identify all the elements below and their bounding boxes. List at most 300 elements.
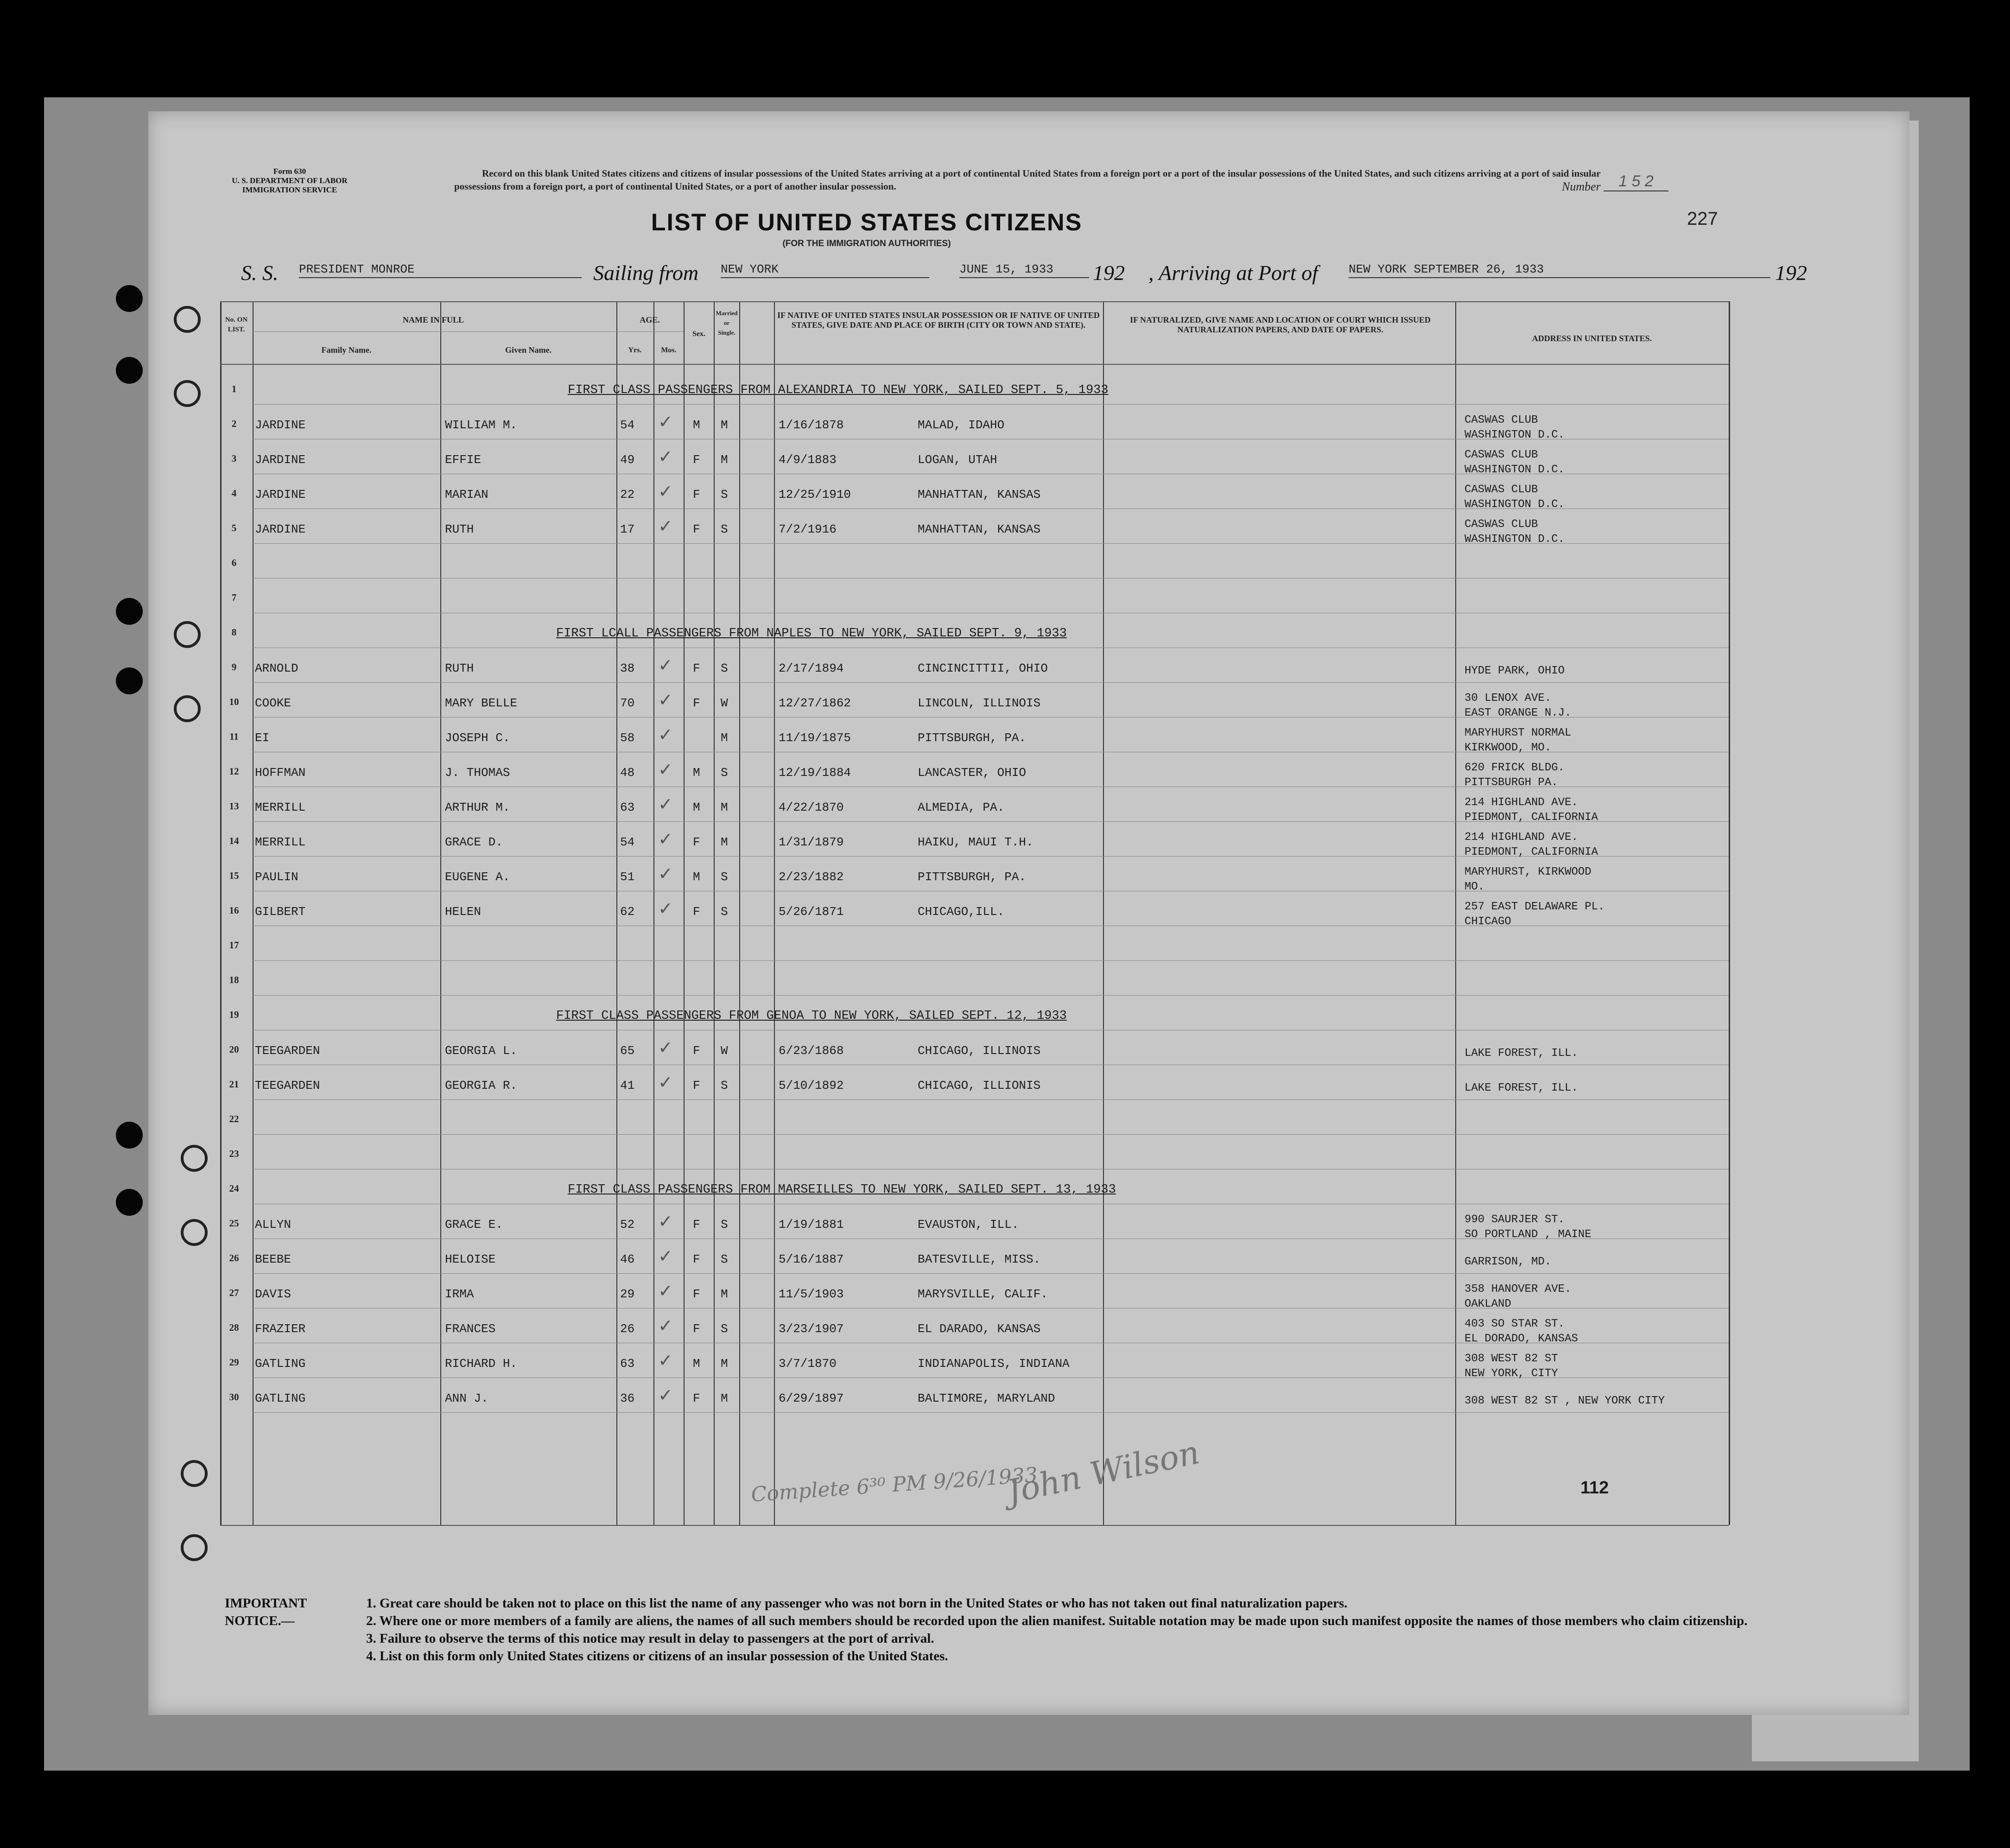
given-name: GRACE D.	[445, 835, 503, 849]
departure-date: JUNE 15, 1933	[959, 262, 1089, 278]
age-years: 46	[620, 1252, 635, 1266]
row-number: 21	[229, 1079, 239, 1090]
header-no: No. ON LIST.	[225, 316, 248, 333]
row-rule	[253, 1099, 1729, 1100]
ship-name: PRESIDENT MONROE	[299, 262, 582, 278]
family-name: JARDINE	[255, 418, 306, 432]
age-years: 49	[620, 453, 635, 467]
address-line: 308 WEST 82 ST	[1465, 1353, 1558, 1365]
officer-signature: John Wilson	[1004, 1433, 1203, 1511]
age-years: 58	[620, 731, 635, 745]
address-line: PIEDMONT, CALIFORNIA	[1465, 846, 1598, 858]
notice-item: 3. Failure to observe the terms of this notice may result in delay to passengers at the port of arrival.	[366, 1631, 934, 1646]
address-line: WASHINGTON D.C.	[1465, 533, 1565, 546]
column-rule	[253, 301, 254, 1525]
check-mark: ✓	[658, 691, 673, 710]
year-suffix: 192	[1093, 261, 1125, 285]
page-subtitle: (FOR THE IMMIGRATION AUTHORITIES)	[782, 239, 951, 248]
family-name: GILBERT	[255, 905, 306, 919]
birth-date: 1/19/1881	[779, 1218, 844, 1232]
row-number: 25	[229, 1218, 239, 1229]
birth-date: 6/29/1897	[779, 1391, 844, 1405]
birth-date: 1/31/1879	[779, 835, 844, 849]
birth-place: ALMEDIA, PA.	[918, 800, 1005, 814]
family-name: GATLING	[255, 1391, 306, 1405]
address-line: WASHINGTON D.C.	[1465, 429, 1565, 441]
header-sex: Sex.	[692, 330, 705, 338]
birth-date: 3/7/1870	[779, 1357, 837, 1371]
family-name: JARDINE	[255, 488, 306, 502]
page-title: LIST OF UNITED STATES CITIZENS	[651, 209, 1083, 236]
family-name: MERRILL	[255, 800, 306, 814]
given-name: RUTH	[445, 522, 474, 536]
birth-place: MALAD, IDAHO	[918, 418, 1005, 432]
punch-hole	[181, 1219, 208, 1246]
check-mark: ✓	[658, 656, 673, 675]
sex: F	[693, 1218, 700, 1232]
sex: F	[693, 835, 700, 849]
birth-date: 12/25/1910	[779, 488, 851, 502]
address-line: WASHINGTON D.C.	[1465, 498, 1565, 511]
row-rule	[253, 1273, 1729, 1274]
sex: M	[693, 800, 700, 814]
address-line: CASWAS CLUB	[1465, 483, 1538, 496]
row-rule	[220, 301, 1729, 302]
family-name: TEEGARDEN	[255, 1044, 320, 1058]
punch-hole	[181, 1145, 208, 1172]
birth-place: CINCINCITTII, OHIO	[918, 661, 1048, 675]
check-mark: ✓	[658, 1212, 673, 1232]
address-line: 257 EAST DELAWARE PL.	[1465, 901, 1605, 913]
completion-note: Complete 6³⁰ PM 9/26/1933	[750, 1463, 1039, 1507]
row-rule	[253, 1412, 1729, 1413]
check-mark: ✓	[658, 725, 673, 745]
age-years: 38	[620, 661, 635, 675]
family-name: TEEGARDEN	[255, 1079, 320, 1092]
birth-date: 5/26/1871	[779, 905, 844, 919]
marital-status: M	[721, 800, 728, 814]
address-line: CHICAGO	[1465, 915, 1511, 928]
family-name: COOKE	[255, 696, 292, 710]
arriving-label: , Arriving at Port of	[1148, 261, 1318, 285]
sex: M	[693, 766, 700, 780]
family-name: ALLYN	[255, 1218, 292, 1232]
check-mark: ✓	[658, 864, 673, 884]
row-number: 29	[229, 1357, 239, 1368]
column-rule	[1729, 301, 1730, 1525]
age-years: 54	[620, 835, 635, 849]
departure-port: NEW YORK	[721, 262, 929, 278]
sex: F	[693, 1322, 700, 1336]
birth-date: 11/5/1903	[779, 1287, 844, 1301]
header-given: Given Name.	[505, 345, 552, 355]
record-instructions: Record on this blank United States citizens and citizens of insular possessions of the United States arriving at a port of continental United States from a foreign port or a port of the insular possessions of the United States, and such citizens arriving at a port of said insular possessions from a foreign port, a port of continental United States, or a port of another insular possession.	[454, 168, 1601, 192]
family-name: PAULIN	[255, 870, 298, 884]
row-number: 22	[229, 1113, 239, 1124]
row-rule	[253, 1134, 1729, 1135]
age-years: 65	[620, 1044, 635, 1058]
given-name: GRACE E.	[445, 1218, 503, 1232]
row-number: 28	[229, 1322, 239, 1333]
family-name: HOFFMAN	[255, 766, 306, 780]
birth-place: EL DARADO, KANSAS	[918, 1322, 1041, 1336]
binder-hole	[116, 1189, 143, 1216]
row-number: 4	[231, 488, 237, 499]
family-name: EI	[255, 731, 270, 745]
notice-item: 4. List on this form only United States citizens or citizens of an insular possession of the United States.	[366, 1649, 948, 1664]
birth-date: 12/19/1884	[779, 766, 851, 780]
row-number: 12	[229, 766, 239, 777]
address-line: EAST ORANGE N.J.	[1465, 707, 1572, 719]
header-naturalized: IF NATURALIZED, GIVE NAME AND LOCATION OF COURT WHICH ISSUED NATURALIZATION PAPERS, AND DATE OF PAPERS.	[1130, 315, 1431, 334]
marital-status: S	[721, 1218, 728, 1232]
header-yrs: Yrs.	[628, 346, 642, 354]
given-name: J. THOMAS	[445, 766, 510, 780]
age-years: 26	[620, 1322, 635, 1336]
form-number: Form 630	[273, 167, 306, 176]
sex: F	[693, 522, 700, 536]
row-number: 1	[231, 383, 237, 394]
section-heading: FIRST CLASS PASSENGERS FROM ALEXANDRIA TO NEW YORK, SAILED SEPT. 5, 1933	[568, 383, 1109, 397]
birth-place: LOGAN, UTAH	[918, 453, 997, 467]
check-mark: ✓	[658, 795, 673, 814]
birth-date: 4/9/1883	[779, 453, 837, 467]
birth-date: 5/16/1887	[779, 1252, 844, 1266]
section-heading: FIRST CLASS PASSENGERS FROM GENOA TO NEW YORK, SAILED SEPT. 12, 1933	[556, 1009, 1067, 1023]
sex: F	[693, 1044, 700, 1058]
binder-hole	[116, 667, 143, 694]
check-mark: ✓	[658, 830, 673, 849]
age-years: 41	[620, 1079, 635, 1092]
address-line: OAKLAND	[1465, 1298, 1511, 1310]
family-name: JARDINE	[255, 453, 306, 467]
address-line: 30 LENOX AVE.	[1465, 692, 1552, 705]
address-line: CASWAS CLUB	[1465, 449, 1538, 461]
column-rule	[774, 301, 775, 1525]
given-name: WILLIAM M.	[445, 418, 518, 432]
address-line: LAKE FOREST, ILL.	[1465, 1047, 1578, 1060]
birth-place: HAIKU, MAUI T.H.	[918, 835, 1034, 849]
age-years: 36	[620, 1391, 635, 1405]
age-years: 22	[620, 488, 635, 502]
column-rule	[653, 301, 654, 1525]
sex: F	[693, 453, 700, 467]
row-rule	[253, 682, 1729, 683]
check-mark: ✓	[658, 413, 673, 432]
manifest-sheet	[148, 111, 1909, 1715]
row-rule	[253, 995, 1729, 996]
marital-status: S	[721, 522, 728, 536]
given-name: ANN J.	[445, 1391, 488, 1405]
service-name: IMMIGRATION SERVICE	[242, 185, 337, 194]
marital-status: S	[721, 905, 728, 919]
marital-status: W	[721, 696, 728, 710]
passenger-count: 112	[1580, 1478, 1609, 1498]
arrival-details: NEW YORK SEPTEMBER 26, 1933	[1349, 262, 1770, 278]
punch-hole	[181, 1460, 208, 1487]
given-name: HELEN	[445, 905, 482, 919]
row-rule	[220, 1525, 1729, 1526]
header-family: Family Name.	[321, 345, 372, 355]
birth-place: LINCOLN, ILLINOIS	[918, 696, 1041, 710]
given-name: JOSEPH C.	[445, 731, 510, 745]
family-name: FRAZIER	[255, 1322, 306, 1336]
sex: M	[693, 418, 700, 432]
row-number: 2	[231, 418, 237, 429]
given-name: ARTHUR M.	[445, 800, 510, 814]
marital-status: S	[721, 870, 728, 884]
birth-place: LANCASTER, OHIO	[918, 766, 1027, 780]
check-mark: ✓	[658, 1073, 673, 1092]
age-years: 29	[620, 1287, 635, 1301]
row-number: 26	[229, 1252, 239, 1264]
sex: F	[693, 1391, 700, 1405]
family-name: GATLING	[255, 1357, 306, 1371]
punch-hole	[181, 1534, 208, 1561]
binder-hole	[116, 1122, 143, 1149]
punch-hole	[174, 621, 201, 648]
year-suffix: 192	[1775, 261, 1807, 285]
given-name: GEORGIA L.	[445, 1044, 518, 1058]
header-age: AGE.	[640, 315, 660, 324]
birth-date: 11/19/1875	[779, 731, 851, 745]
birth-place: PITTSBURGH, PA.	[918, 731, 1027, 745]
check-mark: ✓	[658, 1038, 673, 1058]
birth-date: 2/23/1882	[779, 870, 844, 884]
age-years: 52	[620, 1218, 635, 1232]
birth-place: CHICAGO,ILL.	[918, 905, 1005, 919]
row-number: 8	[231, 627, 237, 638]
department-name: U. S. DEPARTMENT OF LABOR	[232, 176, 348, 185]
row-number: 14	[229, 835, 239, 846]
given-name: GEORGIA R.	[445, 1079, 518, 1092]
row-rule	[220, 364, 1729, 365]
address-line: KIRKWOOD, MO.	[1465, 742, 1552, 754]
column-rule	[684, 301, 685, 1525]
birth-date: 4/22/1870	[779, 800, 844, 814]
address-line: WASHINGTON D.C.	[1465, 464, 1565, 476]
birth-place: MARYSVILLE, CALIF.	[918, 1287, 1048, 1301]
address-line: MARYHURST, KIRKWOOD	[1465, 866, 1592, 878]
given-name: MARY BELLE	[445, 696, 518, 710]
check-mark: ✓	[658, 1351, 673, 1371]
birth-place: CHICAGO, ILLINOIS	[918, 1044, 1041, 1058]
birth-place: MANHATTAN, KANSAS	[918, 488, 1041, 502]
given-name: FRANCES	[445, 1322, 496, 1336]
age-years: 70	[620, 696, 635, 710]
marital-status: M	[721, 835, 728, 849]
birth-date: 3/23/1907	[779, 1322, 844, 1336]
row-number: 19	[229, 1009, 239, 1020]
sex: F	[693, 661, 700, 675]
address-line: PITTSBURGH PA.	[1465, 776, 1558, 789]
family-name: BEEBE	[255, 1252, 292, 1266]
birth-place: PITTSBURGH, PA.	[918, 870, 1027, 884]
age-years: 51	[620, 870, 635, 884]
address-line: CASWAS CLUB	[1465, 518, 1538, 531]
marital-status: M	[721, 453, 728, 467]
row-rule	[253, 331, 684, 332]
column-rule	[440, 301, 441, 1525]
address-line: 358 HANOVER AVE.	[1465, 1283, 1572, 1296]
row-number: 20	[229, 1044, 239, 1055]
birth-place: BATESVILLE, MISS.	[918, 1252, 1041, 1266]
address-line: SO PORTLAND , MAINE	[1465, 1228, 1592, 1241]
check-mark: ✓	[658, 1316, 673, 1336]
address-line: 214 HIGHLAND AVE.	[1465, 831, 1578, 844]
header-mos: Mos.	[661, 346, 677, 354]
row-number: 30	[229, 1391, 239, 1403]
row-number: 11	[229, 731, 239, 742]
row-number: 10	[229, 696, 239, 707]
address-line: 403 SO STAR ST.	[1465, 1318, 1565, 1330]
birth-place: BALTIMORE, MARYLAND	[918, 1391, 1055, 1405]
notice-items	[366, 1594, 1896, 1665]
sailing-label: Sailing from	[593, 261, 699, 285]
marital-status: S	[721, 1079, 728, 1092]
ss-label: S. S.	[241, 261, 279, 285]
sex: F	[693, 1252, 700, 1266]
sex: M	[693, 1357, 700, 1371]
check-mark: ✓	[658, 1282, 673, 1301]
marital-status: M	[721, 731, 728, 745]
row-number: 6	[231, 557, 237, 568]
section-heading: FIRST CLASS PASSENGERS FROM MARSEILLES TO NEW YORK, SAILED SEPT. 13, 1933	[568, 1183, 1116, 1197]
binder-hole	[116, 357, 143, 384]
header-address: ADDRESS IN UNITED STATES.	[1532, 334, 1652, 343]
marital-status: S	[721, 1252, 728, 1266]
section-heading: FIRST LCALL PASSENGERS FROM NAPLES TO NEW YORK, SAILED SEPT. 9, 1933	[556, 627, 1067, 641]
column-rule	[616, 301, 617, 1525]
list-number: 1 5 2	[1604, 172, 1668, 191]
marital-status: S	[721, 661, 728, 675]
birth-place: INDIANAPOLIS, INDIANA	[918, 1357, 1070, 1371]
family-name: MERRILL	[255, 835, 306, 849]
address-line: GARRISON, MD.	[1465, 1256, 1552, 1268]
address-line: HYDE PARK, OHIO	[1465, 665, 1565, 677]
header-birth: IF NATIVE OF UNITED STATES INSULAR POSSESSION OR IF NATIVE OF UNITED STATES, GIVE DATE AND PLACE OF BIRTH (CITY OR TOWN AND STATE).	[777, 311, 1100, 330]
binder-hole	[116, 598, 143, 625]
age-years: 54	[620, 418, 635, 432]
sex: F	[693, 696, 700, 710]
row-number: 3	[231, 453, 237, 464]
marital-status: M	[721, 1357, 728, 1371]
birth-date: 7/2/1916	[779, 522, 837, 536]
header-name: NAME IN FULL	[402, 315, 464, 324]
given-name: IRMA	[445, 1287, 474, 1301]
marital-status: W	[721, 1044, 728, 1058]
row-rule	[253, 404, 1729, 405]
punch-hole	[174, 695, 201, 722]
given-name: RICHARD H.	[445, 1357, 518, 1371]
birth-date: 1/16/1878	[779, 418, 844, 432]
address-line: MARYHURST NORMAL	[1465, 727, 1572, 739]
row-number: 17	[229, 940, 239, 951]
notice-label: IMPORTANT NOTICE.—	[225, 1596, 307, 1628]
row-number: 24	[229, 1183, 239, 1194]
sex: F	[693, 905, 700, 919]
number-label: Number	[1562, 180, 1601, 193]
given-name: MARIAN	[445, 488, 488, 502]
birth-date: 12/27/1862	[779, 696, 851, 710]
row-number: 18	[229, 974, 239, 985]
marital-status: S	[721, 488, 728, 502]
address-line: MO.	[1465, 881, 1485, 893]
birth-place: EVAUSTON, ILL.	[918, 1218, 1019, 1232]
column-rule	[1103, 301, 1104, 1525]
address-line: CASWAS CLUB	[1465, 414, 1538, 426]
sex: M	[693, 870, 700, 884]
given-name: HELOISE	[445, 1252, 496, 1266]
row-number: 15	[229, 870, 239, 881]
address-line: 620 FRICK BLDG.	[1465, 762, 1565, 774]
age-years: 48	[620, 766, 635, 780]
row-number: 7	[231, 592, 237, 603]
family-name: JARDINE	[255, 522, 306, 536]
notice-item: 2. Where one or more members of a family are aliens, the names of all such members should be recorded upon the alien manifest. Suitable notation may be made upon such manifest opposite the names of those members who claim citizenship.	[366, 1613, 1748, 1628]
page-stamp: 227	[1687, 209, 1718, 229]
address-line: LAKE FOREST, ILL.	[1465, 1082, 1578, 1094]
age-years: 62	[620, 905, 635, 919]
check-mark: ✓	[658, 517, 673, 536]
family-name: DAVIS	[255, 1287, 292, 1301]
age-years: 17	[620, 522, 635, 536]
punch-hole	[174, 380, 201, 407]
address-line: 214 HIGHLAND AVE.	[1465, 796, 1578, 809]
form-identifier	[213, 167, 366, 195]
check-mark: ✓	[658, 482, 673, 502]
birth-date: 6/23/1868	[779, 1044, 844, 1058]
check-mark: ✓	[658, 899, 673, 919]
column-rule	[1455, 301, 1456, 1525]
family-name: ARNOLD	[255, 661, 298, 675]
age-years: 63	[620, 1357, 635, 1371]
row-number: 23	[229, 1148, 239, 1159]
address-line: 308 WEST 82 ST , NEW YORK CITY	[1465, 1395, 1665, 1407]
check-mark: ✓	[658, 760, 673, 780]
given-name: EFFIE	[445, 453, 482, 467]
notice-item: 1. Great care should be taken not to place on this list the name of any passenger who was not born in the United States or who has not taken out final naturalization papers.	[366, 1596, 1348, 1611]
address-line: PIEDMONT, CALIFORNIA	[1465, 811, 1598, 824]
check-mark: ✓	[658, 1386, 673, 1405]
column-rule	[714, 301, 715, 1525]
sex: F	[693, 488, 700, 502]
row-number: 16	[229, 905, 239, 916]
row-number: 13	[229, 800, 239, 812]
row-number: 9	[231, 661, 237, 673]
binder-hole	[116, 285, 143, 312]
marital-status: M	[721, 1287, 728, 1301]
check-mark: ✓	[658, 1247, 673, 1266]
address-line: NEW YORK, CITY	[1465, 1367, 1558, 1380]
marital-status: M	[721, 1391, 728, 1405]
birth-date: 5/10/1892	[779, 1079, 844, 1092]
marital-status: S	[721, 766, 728, 780]
header-married: Married or Single.	[716, 310, 738, 336]
birth-date: 2/17/1894	[779, 661, 844, 675]
marital-status: S	[721, 1322, 728, 1336]
birth-place: MANHATTAN, KANSAS	[918, 522, 1041, 536]
age-years: 63	[620, 800, 635, 814]
column-rule	[739, 301, 740, 1525]
birth-place: CHICAGO, ILLIONIS	[918, 1079, 1041, 1092]
punch-hole	[174, 306, 201, 333]
given-name: RUTH	[445, 661, 474, 675]
row-number: 5	[231, 522, 237, 533]
address-line: 990 SAURJER ST.	[1465, 1213, 1565, 1226]
address-line: EL DORADO, KANSAS	[1465, 1333, 1578, 1345]
sex: F	[693, 1079, 700, 1092]
